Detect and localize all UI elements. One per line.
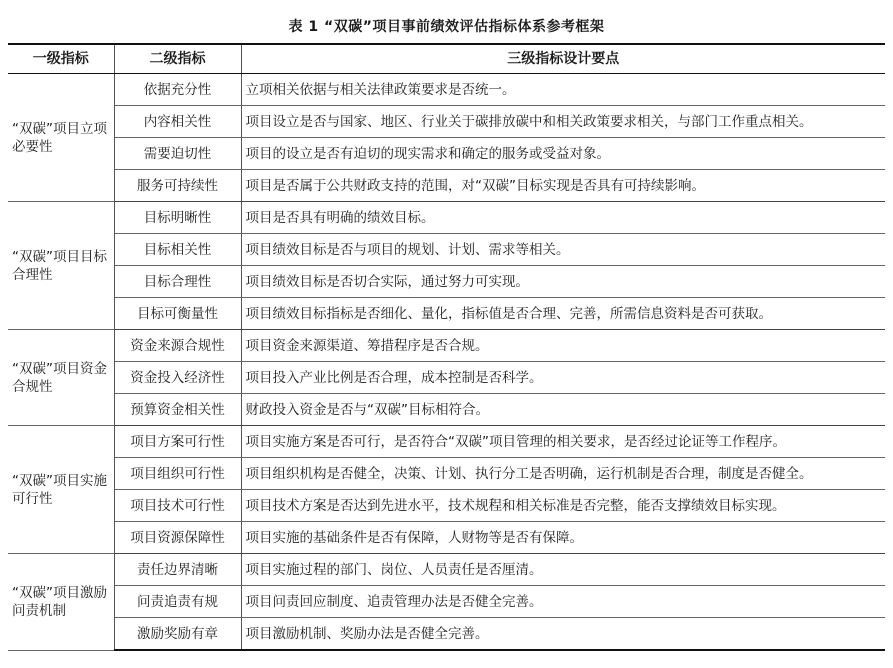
level2-cell: 内容相关性	[114, 106, 241, 138]
level2-cell: 责任边界清晰	[114, 554, 241, 586]
level2-cell: 目标相关性	[114, 234, 241, 266]
header-row	[8, 44, 885, 74]
level3-cell: 立项相关依据与相关法律政策要求是否统一。	[241, 74, 885, 106]
level2-cell: 目标明晰性	[114, 202, 241, 234]
level3-cell: 项目绩效目标是否与项目的规划、计划、需求等相关。	[241, 234, 885, 266]
table-row	[8, 138, 885, 170]
table-row	[8, 554, 885, 586]
level3-cell: 项目组织机构是否健全，决策、计划、执行分工是否明确，运行机制是否合理，制度是否健全。	[241, 458, 885, 490]
level3-cell: 项目设立是否与国家、地区、行业关于碳排放碳中和相关政策要求相关，与部门工作重点相关。	[241, 106, 885, 138]
level1-cell	[8, 202, 114, 330]
level3-cell: 项目投入产业比例是否合理，成本控制是否科学。	[241, 362, 885, 394]
level1-cell	[8, 554, 114, 651]
table-row	[8, 106, 885, 138]
level2-cell: 项目方案可行性	[114, 426, 241, 458]
table-row	[8, 234, 885, 266]
table-row	[8, 586, 885, 618]
level3-cell: 项目实施过程的部门、岗位、人员责任是否厘清。	[241, 554, 885, 586]
header-level3: 三级指标设计要点	[241, 44, 885, 74]
level1-cell	[8, 74, 114, 202]
level2-cell: 目标可衡量性	[114, 298, 241, 330]
level3-cell: 项目技术方案是否达到先进水平，技术规程和相关标准是否完整，能否支撑绩效目标实现。	[241, 490, 885, 522]
level3-cell: 项目的设立是否有迫切的现实需求和确定的服务或受益对象。	[241, 138, 885, 170]
level2-cell: 问责追责有规	[114, 586, 241, 618]
level3-cell: 项目绩效目标指标是否细化、量化，指标值是否合理、完善，所需信息资料是否可获取。	[241, 298, 885, 330]
table-row	[8, 266, 885, 298]
table-row	[8, 202, 885, 234]
level2-cell: 资金投入经济性	[114, 362, 241, 394]
level3-cell: 项目激励机制、奖励办法是否健全完善。	[241, 618, 885, 651]
level1-cell	[8, 330, 114, 426]
header-level1: 一级指标	[8, 44, 114, 74]
level2-cell: 需要迫切性	[114, 138, 241, 170]
level1-cell	[8, 426, 114, 554]
level3-cell: 项目绩效目标是否切合实际，通过努力可实现。	[241, 266, 885, 298]
table-caption: 表 1 “双碳”项目事前绩效评估指标体系参考框架	[288, 19, 605, 35]
indicator-table	[8, 43, 885, 651]
table-row	[8, 522, 885, 554]
level3-cell: 项目问责回应制度、追责管理办法是否健全完善。	[241, 586, 885, 618]
level2-cell: 项目技术可行性	[114, 490, 241, 522]
level1-label: “双碳”项目目标合理性	[12, 248, 107, 283]
level2-cell: 激励奖励有章	[114, 618, 241, 651]
level1-label: “双碳”项目激励问责机制	[12, 584, 107, 619]
level1-label: “双碳”项目资金合规性	[12, 360, 107, 395]
table-row	[8, 170, 885, 202]
level2-cell: 项目组织可行性	[114, 458, 241, 490]
level3-cell: 财政投入资金是否与“双碳”目标相符合。	[241, 394, 885, 426]
table-row	[8, 394, 885, 426]
level3-cell: 项目实施的基础条件是否有保障，人财物等是否有保障。	[241, 522, 885, 554]
table-body	[8, 74, 885, 651]
table-row	[8, 618, 885, 651]
table-row	[8, 362, 885, 394]
table-row	[8, 490, 885, 522]
level1-label: “双碳”项目实施可行性	[12, 472, 107, 507]
table-row	[8, 74, 885, 106]
header-level2: 二级指标	[114, 44, 241, 74]
table-row	[8, 330, 885, 362]
level2-cell: 服务可持续性	[114, 170, 241, 202]
table-row	[8, 426, 885, 458]
table-row	[8, 458, 885, 490]
level3-cell: 项目资金来源渠道、筹措程序是否合规。	[241, 330, 885, 362]
level3-cell: 项目是否具有明确的绩效目标。	[241, 202, 885, 234]
level2-cell: 预算资金相关性	[114, 394, 241, 426]
level1-label: “双碳”项目立项必要性	[12, 120, 107, 155]
level2-cell: 项目资源保障性	[114, 522, 241, 554]
level2-cell: 目标合理性	[114, 266, 241, 298]
level2-cell: 资金来源合规性	[114, 330, 241, 362]
table-row	[8, 298, 885, 330]
level2-cell: 依据充分性	[114, 74, 241, 106]
level3-cell: 项目是否属于公共财政支持的范围，对“双碳”目标实现是否具有可持续影响。	[241, 170, 885, 202]
level3-cell: 项目实施方案是否可行，是否符合“双碳”项目管理的相关要求，是否经过论证等工作程序。	[241, 426, 885, 458]
